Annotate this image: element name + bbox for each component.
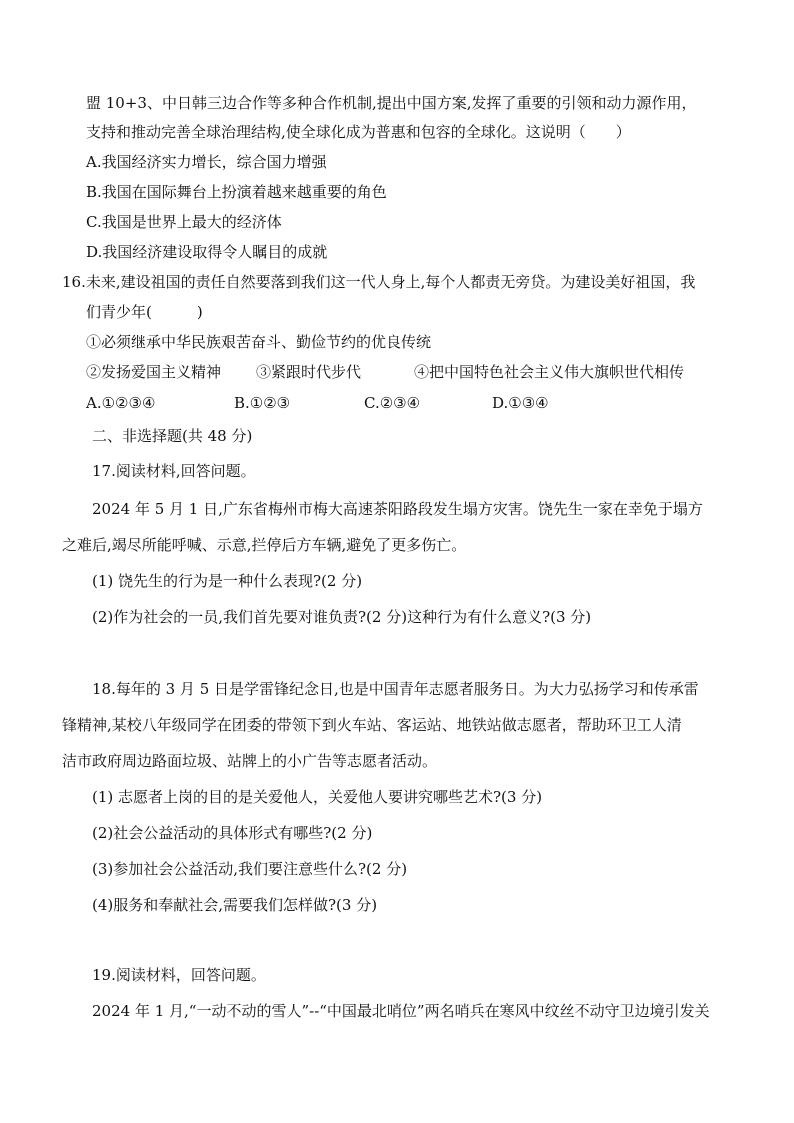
q19-material-line-1: 2024 年 1 月,“一动不动的雪人”--“中国最北哨位”两名哨兵在寒风中纹丝不动守卫边境引发关: [92, 1002, 710, 1020]
section-2-title: 二、非选择题(共 48 分): [92, 427, 253, 445]
q16-stem-line-2: 们青少年( ): [86, 303, 203, 321]
q16-option-a: A.①②③④: [86, 394, 156, 412]
q15-option-a: A.我国经济实力增长，综合国力增强: [86, 153, 327, 171]
q17-material-line-2: 之难后,竭尽所能呼喊、示意,拦停后方车辆,避免了更多伤亡。: [62, 536, 467, 554]
q15-option-b: B.我国在国际舞台上扮演着越来越重要的角色: [86, 183, 387, 201]
q17-sub-question-2: (2)作为社会的一员,我们首先要对谁负责?(2 分)这种行为有什么意义?(3 分): [92, 608, 592, 626]
q18-line-3: 洁市政府周边路面垃圾、站牌上的小广告等志愿者活动。: [62, 752, 438, 770]
q16-item-3: ③紧跟时代步代: [256, 363, 362, 381]
q19-title: 19.阅读材料，回答问题。: [92, 966, 266, 984]
q17-material-line-1: 2024 年 5 月 1 日,广东省梅州市梅大高速茶阳路段发生塌方灾害。饶先生一家在幸免于塌方: [92, 500, 703, 518]
q18-sub-question-1: (1) 志愿者上岗的目的是关爱他人，关爱他人要讲究哪些艺术?(3 分): [92, 788, 543, 806]
q16-item-2: ②发扬爱国主义精神: [86, 363, 222, 381]
q16-item-1: ①必须继承中华民族艰苦奋斗、勤俭节约的优良传统: [86, 333, 432, 351]
q15-stem-line-1: 盟 10+3、中日韩三边合作等多种合作机制,提出中国方案,发挥了重要的引领和动力源作用，: [86, 94, 697, 112]
q18-sub-question-4: (4)服务和奉献社会,需要我们怎样做?(3 分): [92, 896, 378, 914]
q17-title: 17.阅读材料,回答问题。: [92, 462, 256, 480]
q15-option-d: D.我国经济建设取得令人瞩目的成就: [86, 243, 328, 261]
q15-option-c: C.我国是世界上最大的经济体: [86, 213, 282, 231]
q18-line-1: 18.每年的 3 月 5 日是学雷锋纪念日,也是中国青年志愿者服务日。为大力弘扬学习和传承雷: [92, 680, 699, 698]
q15-stem-line-2: 支持和推动完善全球治理结构,使全球化成为普惠和包容的全球化。这说明（ ）: [86, 123, 631, 141]
q18-sub-question-3: (3)参加社会公益活动,我们要注意些什么?(2 分): [92, 860, 408, 878]
q16-item-4: ④把中国特色社会主义伟大旗帜世代相传: [414, 363, 685, 381]
q16-option-c: C.②③④: [364, 394, 421, 412]
q17-sub-question-1: (1) 饶先生的行为是一种什么表现?(2 分): [92, 572, 363, 590]
q18-sub-question-2: (2)社会公益活动的具体形式有哪些?(2 分): [92, 824, 373, 842]
q16-option-d: D.①③④: [492, 394, 549, 412]
q18-line-2: 锋精神,某校八年级同学在团委的带领下到火车站、客运站、地铁站做志愿者，帮助环卫工人清: [62, 716, 682, 734]
q16-stem-line-1: 16.未来,建设祖国的责任自然要落到我们这一代人身上,每个人都责无旁贷。为建设美好祖国，我: [62, 273, 696, 291]
q16-option-b: B.①②③: [234, 394, 291, 412]
